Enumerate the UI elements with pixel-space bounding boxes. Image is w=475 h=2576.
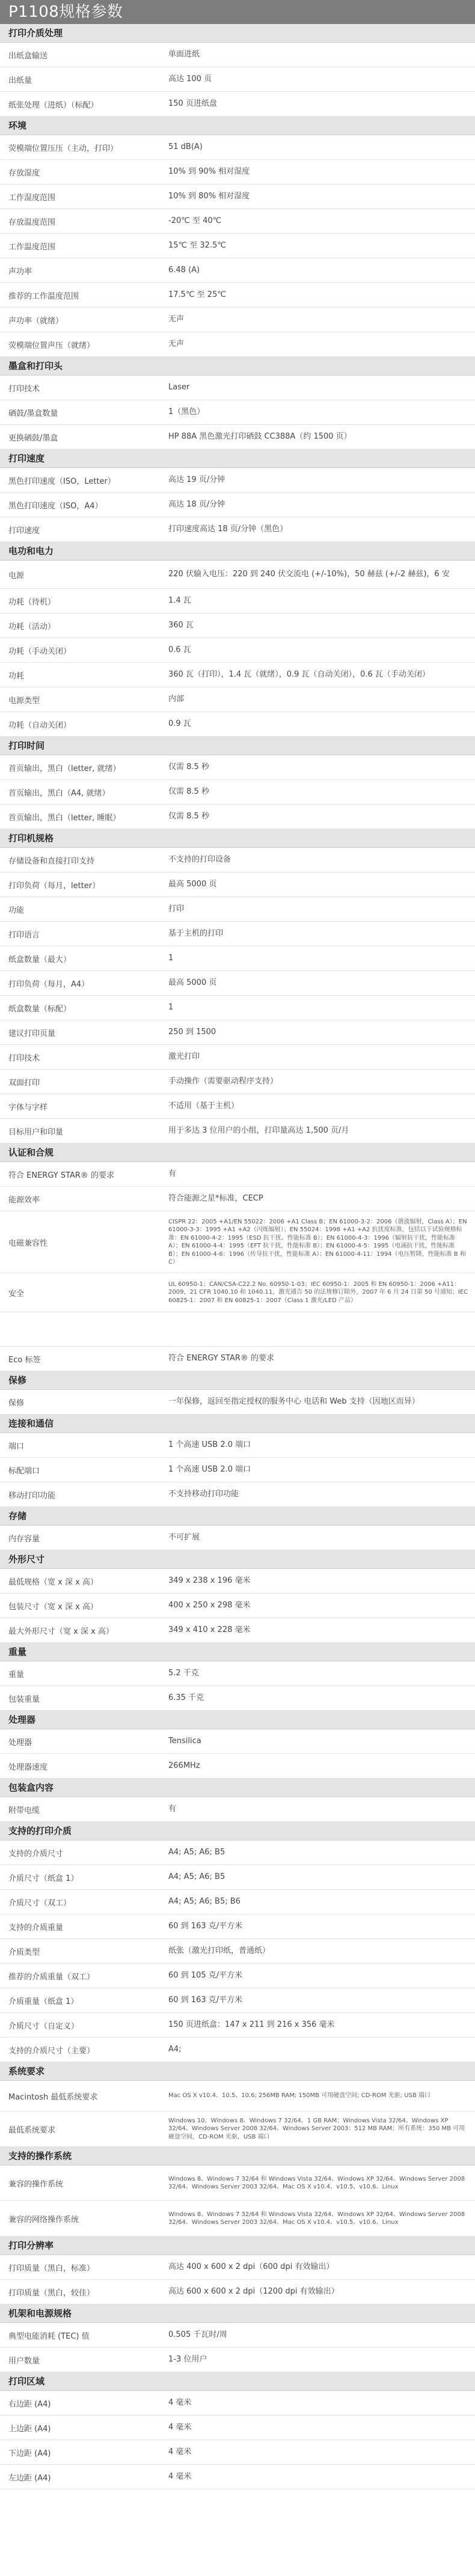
- spec-label: 附带电缆: [8, 1806, 40, 1815]
- spec-value: 高达 600 x 600 x 2 dpi（1200 dpi 有效输出）: [168, 2286, 339, 2296]
- spec-label: 上边距 (A4): [8, 2424, 51, 2434]
- spec-label: 工作湿度范围: [8, 193, 56, 202]
- spec-label: 更换硒鼓/墨盒: [8, 433, 58, 443]
- section-header: 打印机规格: [0, 829, 475, 848]
- spec-label: [0, 1312, 166, 1346]
- spec-row: [0, 425, 475, 449]
- spec-row: [0, 2038, 475, 2062]
- spec-row: [0, 1482, 475, 1507]
- spec-label: 安全: [8, 1289, 25, 1299]
- spec-value: 4 毫米: [168, 2471, 192, 2481]
- section-header: 机架和电源规格: [0, 2304, 475, 2323]
- spec-value: 1-3 位用户: [168, 2354, 207, 2364]
- spec-row: [0, 946, 475, 971]
- section-header: 打印介质处理: [0, 24, 475, 43]
- spec-label: 工作温度范围: [8, 242, 56, 252]
- spec-label: 纸盒数量（最大）: [8, 955, 72, 964]
- spec-label: 电磁兼容性: [8, 1238, 48, 1248]
- spec-row: [0, 2348, 475, 2372]
- spec-value: 5.2 千克: [168, 1668, 199, 1678]
- spec-row: [0, 872, 475, 897]
- spec-value: 1.4 瓦: [168, 595, 191, 605]
- spec-value: 有: [168, 1169, 177, 1178]
- spec-label: 处理器: [8, 1738, 32, 1747]
- spec-value: 400 x 250 x 298 毫米: [168, 1600, 251, 1610]
- spec-label: 符合 ENERGY STAR® 的要求: [8, 1171, 115, 1180]
- spec-table: [0, 24, 475, 2489]
- spec-label: 电源: [8, 571, 25, 580]
- spec-label: 内存容量: [8, 1534, 40, 1544]
- spec-value: 1 个高速 USB 2.0 端口: [168, 1464, 251, 1474]
- spec-value: 4 毫米: [168, 2422, 192, 2432]
- spec-label: 支持的介质尺寸（主要）: [8, 2046, 95, 2056]
- spec-value: -20℃ 至 40℃: [168, 216, 222, 225]
- spec-value: 不支持的打印设备: [168, 854, 231, 864]
- spec-label: 存储设备和直接打印支持: [8, 856, 95, 866]
- spec-value: Laser: [168, 382, 190, 392]
- section-header: 包装盒内容: [0, 1779, 475, 1797]
- spec-row: [0, 614, 475, 638]
- spec-value: 高达 18 页/分钟: [168, 499, 225, 509]
- spec-label: 黑色打印速度（ISO，Letter）: [8, 477, 115, 486]
- spec-row: [0, 589, 475, 614]
- spec-value: Windows 10、Windows 8、Windows 7 32/64、1 GB RAM；Windows Vista 32/64、Windows XP 32/64、Windows Server 2008 32/64、Windows Server 2003：512 MB RAM；所有系统：350 MB 可用硬盘空间，CD-ROM 光驱，USB 端口: [168, 2117, 465, 2140]
- spec-row: [0, 1729, 475, 1754]
- spec-row: [0, 1754, 475, 1779]
- spec-label: 纸盒数量（标配）: [8, 1004, 72, 1014]
- spec-row: [0, 1594, 475, 1618]
- spec-value: CISPR 22：2005 +A1/EN 55022：2006 +A1 Class B；EN 61000-3-2：2006（谐波辐射，Class A）；EN 61000-3-3：1995 +A1 +A2（闪烁辐射）；EN 55024：1998 +A1 +A2 抗扰度标准，包括以下试验规格标准：EN 61000-4-2：1995（ESD 抗干扰、性能标准 B）；EN 61000-4-3：1996（辐射抗干扰，性能标准 A）；EN 61000-4-4：1995（EFT 抗干扰，性能标准 B）；EN 61000-4-5：1995（电涌抗干扰，性能标准 B）；EN 61000-4-6：1996（传导抗干扰，性能标准 A）；EN 61000-4-11：1994（电压暂降，性能标准 B 和 C）: [168, 1218, 467, 1265]
- spec-label: 打印语言: [8, 930, 40, 940]
- spec-value: 1（黑色）: [168, 407, 205, 416]
- spec-row: [0, 922, 475, 946]
- spec-row: [0, 561, 475, 589]
- spec-value: 基于主机的打印: [168, 928, 224, 938]
- spec-row: [0, 1618, 475, 1643]
- spec-value: UL 60950-1；CAN/CSA-C22.2 No. 60950-1-03；IEC 60950-1：2005 和 EN 60950-1：2006 +A11：2009，21 CFR 1040.10 和 1040.11，激光通告 50 的法规修订除外，2007 年 6 月 24 日第 50 号通知；IEC 60825-1：2007 和 EN 60825-1：2007（Class 1 激光/LED 产品）: [168, 1280, 468, 1304]
- spec-label: 处理器速度: [8, 1762, 48, 1772]
- spec-value: 0.9 瓦: [168, 719, 191, 728]
- spec-label: 黑色打印速度（ISO，A4）: [8, 501, 103, 511]
- spec-value: 无声: [168, 339, 185, 349]
- spec-value: 纸张（激光打印纸，普通纸）: [168, 1946, 271, 1955]
- section-header: 支持的打印介质: [0, 1822, 475, 1841]
- spec-label: 能源效率: [8, 1195, 40, 1205]
- spec-value: 内部: [168, 694, 185, 704]
- spec-row: [0, 184, 475, 209]
- spec-value: 250 到 1500: [168, 1027, 216, 1037]
- spec-label: 包装尺寸（宽 x 深 x 高）: [8, 1602, 98, 1612]
- section-header: 认证和合规: [0, 1143, 475, 1162]
- spec-value: Windows 8、Windows 7 32/64 和 Windows Vista 32/64、Windows XP 32/64、Windows Server 2008 32/64、Windows Server 2003 32/64、Mac OS X v10.4、v10.5、v10.6、Linux: [168, 2175, 465, 2190]
- spec-label: 典型电能消耗 (TEC) 值: [8, 2331, 90, 2341]
- spec-label: 端口: [8, 1442, 25, 1451]
- spec-label: 介质类型: [8, 1947, 40, 1957]
- spec-label: 字体与字样: [8, 1103, 48, 1112]
- spec-label: 纸张处理（进纸）（标配）: [8, 100, 99, 110]
- spec-row: [0, 493, 475, 517]
- spec-value: 266MHz: [168, 1761, 200, 1770]
- spec-row: [0, 2391, 475, 2416]
- spec-label: 电源类型: [8, 696, 40, 705]
- spec-value: A4; A5; A6; B5: [168, 1872, 225, 1881]
- spec-value: 有: [168, 1804, 177, 1813]
- spec-row: [0, 376, 475, 400]
- section-header: 打印时间: [0, 737, 475, 755]
- spec-value: 220 伏输入电压：220 到 240 伏交流电 (+/-10%)，50 赫兹 (+/-2 赫兹)，6 安: [168, 569, 450, 579]
- spec-value: 349 x 238 x 196 毫米: [168, 1576, 251, 1585]
- spec-label: 支持的介质重量: [8, 1923, 64, 1932]
- spec-row: [0, 2416, 475, 2440]
- spec-label: 支持的介质尺寸: [8, 1849, 64, 1859]
- spec-label: 包装重量: [8, 1694, 40, 1704]
- spec-label: 打印速度: [8, 526, 40, 535]
- spec-row: [0, 755, 475, 780]
- spec-row: [0, 2013, 475, 2038]
- spec-value: 符合 ENERGY STAR® 的要求: [168, 1353, 275, 1363]
- spec-row: [0, 1119, 475, 1143]
- spec-value: 高达 100 页: [168, 74, 212, 84]
- spec-label: 最大外形尺寸（宽 x 深 x 高）: [8, 1627, 114, 1636]
- spec-row: [0, 1094, 475, 1119]
- spec-label: 右边距 (A4): [8, 2399, 51, 2409]
- spec-row: [0, 1964, 475, 1988]
- spec-row: [0, 283, 475, 308]
- spec-label: 兼容的网络操作系统: [8, 2215, 79, 2224]
- spec-row: [0, 1458, 475, 1482]
- spec-value: 360 瓦: [168, 620, 194, 630]
- spec-row: [0, 1841, 475, 1865]
- spec-row: [0, 971, 475, 996]
- spec-row: [0, 468, 475, 493]
- spec-row: [0, 517, 475, 542]
- spec-row: [0, 2081, 475, 2112]
- spec-value: 打印速度高达 18 页/分钟（黑色）: [168, 524, 288, 534]
- spec-label: Eco 标签: [8, 1355, 41, 1365]
- spec-row: [0, 2440, 475, 2465]
- section-header: 外形尺寸: [0, 1550, 475, 1569]
- section-header: 系统要求: [0, 2062, 475, 2081]
- spec-label: 介质尺寸（纸盒 1）: [8, 1874, 79, 1883]
- spec-label: 打印质量（黑白，标准）: [8, 2264, 95, 2273]
- spec-value: 10% 到 90% 相对湿度: [168, 166, 250, 176]
- spec-row: [0, 1273, 475, 1312]
- spec-value: 60 到 163 克/平方米: [168, 1921, 243, 1931]
- spec-row: [0, 663, 475, 687]
- spec-label: 兼容的操作系统: [8, 2179, 64, 2189]
- spec-label: Macintosh 最低系统要求: [8, 2092, 98, 2102]
- spec-value: 仅需 8.5 秒: [168, 762, 209, 772]
- spec-value: 符合能源之星*标准，CECP: [168, 1193, 263, 1203]
- spec-row: [0, 1433, 475, 1458]
- spec-value: 不适用（基于主机）: [168, 1101, 239, 1110]
- spec-value: 一年保修，返回至指定授权的服务中心 电话和 Web 支持（因地区而异）: [168, 1396, 420, 1406]
- spec-value: 1 个高速 USB 2.0 端口: [168, 1440, 251, 1449]
- spec-row: [0, 43, 475, 67]
- spec-label: 建议打印页量: [8, 1029, 56, 1038]
- spec-value: 150 页进纸盒：147 x 211 到 216 x 356 毫米: [168, 2020, 335, 2029]
- spec-row: [0, 1070, 475, 1094]
- spec-label: 荧模端位置压压（主动，打印）: [8, 144, 118, 153]
- section-header: 打印区域: [0, 2372, 475, 2391]
- section-header: 打印速度: [0, 449, 475, 468]
- spec-row: [0, 1865, 475, 1890]
- spec-value: 51 dB(A): [168, 142, 203, 151]
- spec-value: 17.5℃ 至 25℃: [168, 290, 226, 299]
- section-header: 重量: [0, 1643, 475, 1661]
- spec-label: 打印负荷（每月，letter）: [8, 881, 100, 891]
- section-header: 电功和电力: [0, 542, 475, 561]
- spec-row: [0, 1661, 475, 1686]
- spec-value: 1: [168, 1002, 174, 1012]
- spec-row: [0, 2323, 475, 2348]
- spec-row: [0, 2280, 475, 2304]
- spec-label: 标配端口: [8, 1466, 40, 1476]
- spec-value: 激光打印: [168, 1052, 200, 1061]
- spec-value: 不支持移动打印功能: [168, 1489, 239, 1499]
- spec-value: 单面进纸: [168, 49, 200, 59]
- spec-value: 高达 19 页/分钟: [168, 475, 225, 484]
- spec-label: 双面打印: [8, 1078, 40, 1088]
- spec-row: [0, 1211, 475, 1273]
- spec-row: [0, 1526, 475, 1550]
- spec-value: 4 毫米: [168, 2447, 192, 2456]
- spec-row: [0, 2255, 475, 2280]
- spec-row: [0, 687, 475, 712]
- spec-row: [0, 1390, 475, 1414]
- spec-label: 出纸盒输送: [8, 51, 48, 61]
- spec-row: [0, 1187, 475, 1211]
- section-header: 存储: [0, 1507, 475, 1526]
- spec-row: [0, 1569, 475, 1594]
- spec-row: [0, 67, 475, 92]
- section-header: 打印分辨率: [0, 2236, 475, 2255]
- spec-value: 360 瓦（打印），1.4 瓦（就绪），0.9 瓦（自动关闭），0.6 瓦（手动关闭）: [168, 669, 430, 679]
- spec-value: 仅需 8.5 秒: [168, 787, 209, 796]
- spec-value: Tensilica: [168, 1736, 201, 1746]
- spec-value: Mac OS X v10.4、10.5、10.6; 256MB RAM; 150MB 可用硬盘空间; CD-ROM 光驱; USB 端口: [168, 2092, 431, 2099]
- spec-label: 首页输出，黑白（letter, 就绪）: [8, 764, 121, 773]
- section-header: 墨盒和打印头: [0, 357, 475, 376]
- spec-row: [0, 2112, 475, 2147]
- spec-value: 最高 5000 页: [168, 879, 217, 889]
- spec-label: 打印负荷（每月，A4）: [8, 979, 90, 989]
- spec-label: 介质重量（纸盒 1）: [8, 1997, 79, 2006]
- spec-value: 10% 到 80% 相对湿度: [168, 191, 250, 201]
- spec-value: 6.48 (A): [168, 265, 200, 275]
- spec-label: 功耗: [8, 671, 25, 681]
- spec-row: [0, 2465, 475, 2489]
- spec-label: 用户数量: [8, 2356, 40, 2366]
- spec-label: 重量: [8, 1670, 25, 1679]
- spec-label: 推荐的工作温度范围: [8, 291, 79, 301]
- spec-row: [0, 848, 475, 872]
- spec-row: [0, 780, 475, 805]
- spec-row: [0, 2201, 475, 2236]
- spec-value: 6.35 千克: [168, 1693, 204, 1702]
- spec-value: 349 x 410 x 228 毫米: [168, 1625, 251, 1634]
- page-title: P1108规格参数: [0, 0, 475, 24]
- spec-row: [0, 1312, 475, 1347]
- section-header: 支持的操作系统: [0, 2147, 475, 2166]
- spec-label: 首页输出，黑白（A4, 就绪）: [8, 788, 110, 798]
- spec-row: [0, 1347, 475, 1371]
- spec-label: 声功率: [8, 267, 32, 276]
- spec-row: [0, 996, 475, 1020]
- spec-label: 下边距 (A4): [8, 2449, 51, 2458]
- spec-value: 4 毫米: [168, 2398, 192, 2407]
- spec-label: 左边距 (A4): [8, 2473, 51, 2483]
- spec-value: 15℃ 至 32.5℃: [168, 240, 226, 250]
- spec-row: [0, 1890, 475, 1914]
- spec-row: [0, 1045, 475, 1070]
- spec-label: 硒鼓/墨盒数量: [8, 409, 58, 418]
- spec-row: [0, 258, 475, 283]
- spec-label: 首页输出，黑白（letter, 睡眠）: [8, 813, 121, 823]
- section-header: 保修: [0, 1371, 475, 1390]
- spec-value: 用于多达 3 位用户的小组，打印量高达 1,500 页/月: [168, 1125, 349, 1135]
- spec-value: 1: [168, 953, 174, 963]
- spec-row: [0, 92, 475, 117]
- spec-value: HP 88A 黑色激光打印硒鼓 CC388A（约 1500 页）: [168, 431, 352, 441]
- spec-label: 介质尺寸（自定义）: [8, 2021, 79, 2031]
- section-header: 连接和通信: [0, 1414, 475, 1433]
- spec-row: [0, 234, 475, 258]
- spec-row: [0, 400, 475, 425]
- spec-row: [0, 1686, 475, 1711]
- spec-value: A4; A5; A6; B5: [168, 1847, 225, 1857]
- spec-value: 无声: [168, 314, 185, 324]
- spec-row: [0, 308, 475, 332]
- spec-row: [0, 2166, 475, 2201]
- spec-value: 手动操作（需要驱动程序支持）: [168, 1076, 278, 1086]
- spec-label: 打印技术: [8, 1053, 40, 1063]
- spec-value: 不可扩展: [168, 1532, 200, 1542]
- spec-row: [0, 1988, 475, 2013]
- spec-value: 打印: [168, 904, 185, 913]
- spec-row: [0, 805, 475, 829]
- spec-row: [0, 638, 475, 663]
- spec-label: 功能: [8, 906, 25, 915]
- spec-label: 声功率（就绪）: [8, 316, 64, 326]
- spec-value: A4;: [168, 2044, 182, 2054]
- spec-row: [0, 135, 475, 160]
- spec-value: [166, 1312, 475, 1346]
- spec-row: [0, 712, 475, 737]
- spec-value: 高达 400 x 600 x 2 dpi（600 dpi 有效输出）: [168, 2262, 334, 2271]
- spec-label: 出纸量: [8, 76, 32, 85]
- spec-label: 功耗（待机）: [8, 597, 56, 607]
- spec-label: 功耗（活动）: [8, 622, 56, 632]
- spec-value: 150 页进纸盘: [168, 99, 217, 108]
- spec-row: [0, 1939, 475, 1964]
- spec-row: [0, 897, 475, 922]
- spec-label: 功耗（自动关闭）: [8, 720, 72, 730]
- spec-row: [0, 332, 475, 357]
- section-header: 处理器: [0, 1711, 475, 1729]
- spec-value: Windows 8、Windows 7 32/64 和 Windows Vista 32/64、Windows XP 32/64、Windows Server 2008 32/64、Windows Server 2003 32/64、Mac OS X v10.4、v10.5、v10.6、Linux: [168, 2211, 465, 2226]
- spec-value: 60 到 163 克/平方米: [168, 1995, 243, 2005]
- spec-label: 最低系统要求: [8, 2125, 56, 2135]
- spec-label: 荧模端位置声压（就绪）: [8, 341, 95, 350]
- spec-label: 打印质量（黑白，较佳）: [8, 2288, 95, 2298]
- spec-label: 介质尺寸（双工）: [8, 1898, 72, 1908]
- spec-value: 60 到 105 克/平方米: [168, 1970, 243, 1980]
- spec-row: [0, 160, 475, 184]
- spec-value: 最高 5000 页: [168, 978, 217, 987]
- spec-label: 移动打印功能: [8, 1491, 56, 1500]
- spec-row: [0, 1914, 475, 1939]
- spec-value: A4; A5; A6; B5; B6: [168, 1896, 241, 1906]
- spec-row: [0, 1797, 475, 1822]
- spec-value: 0.6 瓦: [168, 645, 191, 654]
- spec-label: 保修: [8, 1398, 25, 1408]
- spec-row: [0, 209, 475, 234]
- spec-label: 存放温度范围: [8, 218, 56, 227]
- spec-label: 功耗（手动关闭）: [8, 647, 72, 656]
- section-header: 环境: [0, 117, 475, 135]
- spec-value: 仅需 8.5 秒: [168, 811, 209, 821]
- spec-row: [0, 1162, 475, 1187]
- spec-label: 目标用户和印量: [8, 1127, 64, 1137]
- spec-label: 推荐的介质重量（双工）: [8, 1972, 95, 1982]
- spec-row: [0, 1020, 475, 1045]
- spec-label: 打印技术: [8, 384, 40, 394]
- spec-label: 最低规格（宽 x 深 x 高）: [8, 1577, 98, 1587]
- spec-value: 0.505 千瓦时/周: [168, 2330, 227, 2339]
- spec-label: 存放湿度: [8, 168, 40, 178]
